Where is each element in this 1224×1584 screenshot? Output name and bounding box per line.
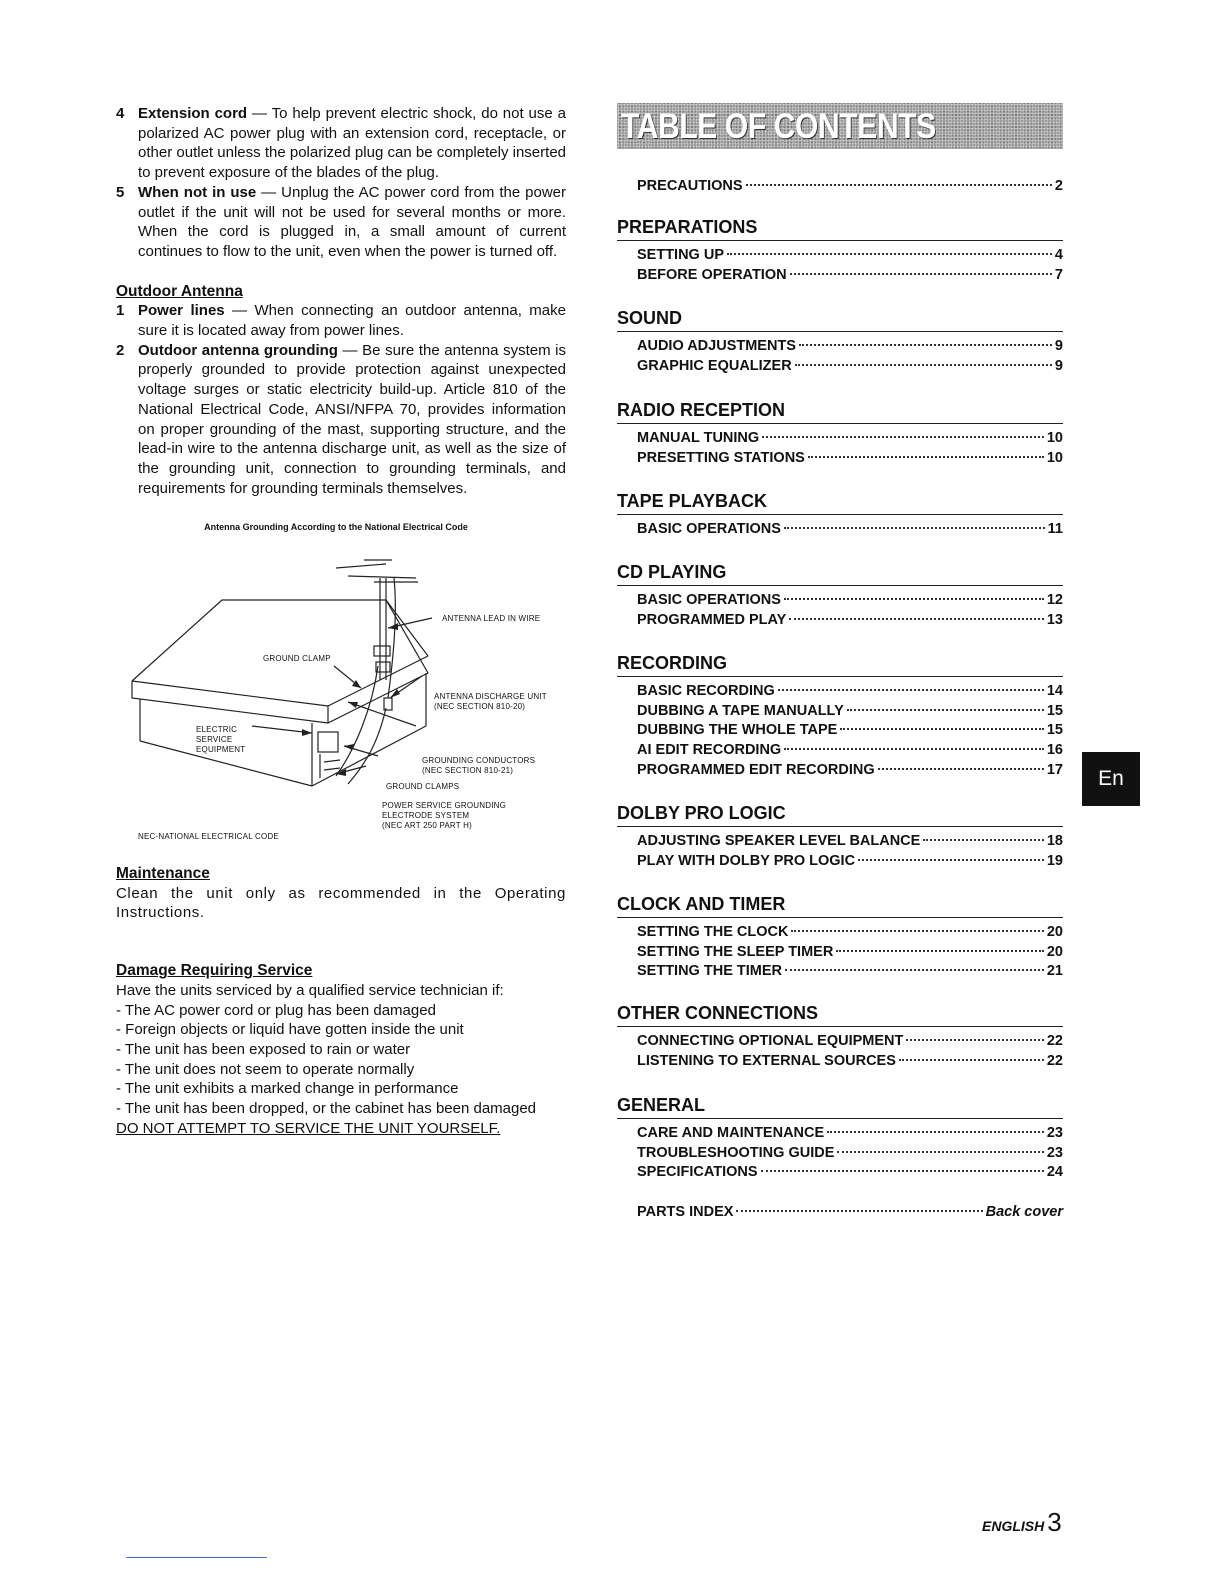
page-footer	[982, 1507, 1062, 1538]
toc-entry[interactable]: GRAPHIC EQUALIZER 9	[637, 357, 1063, 374]
section-title: CD PLAYING	[617, 561, 1063, 586]
label-ground-clamp: GROUND CLAMP	[263, 654, 331, 664]
item-title: Power lines	[138, 302, 225, 320]
toc-section-general	[617, 1094, 1063, 1184]
toc-entry[interactable]: CONNECTING OPTIONAL EQUIPMENT 22	[637, 1033, 1063, 1049]
toc-entry[interactable]: DUBBING A TAPE MANUALLY 15	[637, 702, 1063, 719]
toc-section-dolby	[617, 802, 1063, 872]
section-title: DOLBY PRO LOGIC	[617, 802, 1063, 827]
item-title: Outdoor antenna grounding	[138, 341, 338, 359]
footer-language: ENGLISH	[982, 1518, 1045, 1534]
toc-entry[interactable]: ADJUSTING SPEAKER LEVEL BALANCE 18	[637, 833, 1063, 849]
list-item: - The unit has been exposed to rain or water	[116, 1040, 411, 1058]
diagram-caption: Antenna Grounding According to the National Electrical Code	[204, 522, 468, 533]
toc-entry[interactable]: PLAY WITH DOLBY PRO LOGIC 19	[637, 852, 1063, 869]
label-grounding-conductors: GROUNDING CONDUCTORS	[422, 756, 536, 766]
section-title: SOUND	[617, 307, 1063, 332]
page-number: 3	[1047, 1507, 1062, 1537]
item-text: — To help prevent electric shock, do not use a polarized AC power plug with an extension cord, receptacle, or other outlet unless the polarized plug can be completely inserted to prevent exposure of the blades of the plug.	[138, 105, 566, 182]
label-discharge-section: (NEC SECTION 810-20)	[434, 702, 526, 712]
toc-entry[interactable]: AUDIO ADJUSTMENTS 9	[637, 338, 1063, 354]
damage-list	[116, 1001, 566, 1119]
toc-precautions	[617, 178, 1063, 198]
section-title: OTHER CONNECTIONS	[617, 1002, 1063, 1027]
label-nec: NEC-NATIONAL ELECTRICAL CODE	[138, 832, 279, 842]
list-item: - The AC power cord or plug has been damaged	[116, 1001, 436, 1019]
maintenance-heading: Maintenance	[116, 865, 210, 883]
label-ground-clamps: GROUND CLAMPS	[386, 782, 460, 792]
label-discharge-unit: ANTENNA DISCHARGE UNIT	[434, 692, 547, 702]
toc-entry[interactable]: TROUBLESHOOTING GUIDE 23	[637, 1144, 1063, 1161]
list-item: - Foreign objects or liquid have gotten inside the unit	[116, 1021, 464, 1039]
label-grounding-section: (NEC SECTION 810-21)	[422, 766, 514, 776]
list-item: 2 Outdoor antenna grounding — Be sure the antenna system is properly grounded to provide protection against unexpected voltage surges or static electricity build-up. Article 810 of the National Electrical Code, ANSI/NFPA 70, provides information on proper grounding of the mast, supporting structure, and the lead-in wire to the antenna discharge unit, as well as the size of the grounding unit, connection to grounding terminals, and requirements for grounding terminals themselves.	[116, 341, 566, 497]
toc-section-sound	[617, 307, 1063, 377]
label-power-service: POWER SERVICE GROUNDING	[382, 801, 507, 811]
toc-section-cd	[617, 561, 1063, 631]
section-title: CLOCK AND TIMER	[617, 893, 1063, 918]
section-title: TAPE PLAYBACK	[617, 490, 1063, 515]
toc-entry[interactable]: PROGRAMMED EDIT RECORDING 17	[637, 761, 1063, 778]
toc-title: TABLE OF CONTENTS	[621, 107, 936, 146]
toc-entry[interactable]: CARE AND MAINTENANCE 23	[637, 1125, 1063, 1141]
toc-section-radio	[617, 399, 1063, 469]
toc-parts-index	[617, 1204, 1063, 1224]
toc-entry[interactable]: PROGRAMMED PLAY 13	[637, 611, 1063, 628]
left-column	[116, 104, 566, 1139]
service-warning: DO NOT ATTEMPT TO SERVICE THE UNIT YOURSELF.	[116, 1119, 501, 1137]
list-item: 1 Power lines — When connecting an outdoor antenna, make sure it is located away from power lines.	[116, 302, 566, 340]
outdoor-list	[116, 301, 566, 498]
toc-entry[interactable]: BASIC RECORDING 14	[637, 683, 1063, 699]
toc-entry[interactable]: PRECAUTIONS 2	[637, 178, 1063, 194]
toc-entry[interactable]: SETTING THE CLOCK 20	[637, 924, 1063, 940]
toc-section-recording	[617, 652, 1063, 781]
item-text: — Be sure the antenna system is properly grounded to provide protection against unexpected voltage surges or static electricity build-up. Article 810 of the National Electrical Code, ANSI/NFPA 70, provides information on proper grounding of the mast, supporting structure, and the lead-in wire to the antenna discharge unit, as well as the size of the grounding unit, connection to grounding terminals, and requirements for grounding terminals themselves.	[138, 341, 566, 497]
maintenance-text: Clean the unit only as recommended in the Operating Instructions.	[116, 884, 566, 922]
label-service: SERVICE	[196, 735, 233, 745]
section-title: RECORDING	[617, 652, 1063, 677]
toc-entry[interactable]: SPECIFICATIONS 24	[637, 1164, 1063, 1181]
toc-entry[interactable]: BEFORE OPERATION 7	[637, 266, 1063, 283]
antenna-grounding-diagram	[116, 548, 566, 842]
section-title: RADIO RECEPTION	[617, 399, 1063, 424]
toc-section-connections	[617, 1002, 1063, 1072]
toc-entry[interactable]: LISTENING TO EXTERNAL SOURCES 22	[637, 1052, 1063, 1069]
label-lead-in: ANTENNA LEAD IN WIRE	[442, 614, 541, 624]
footer-rule	[126, 1557, 267, 1558]
toc-entry[interactable]: DUBBING THE WHOLE TAPE 15	[637, 722, 1063, 739]
toc-entry[interactable]: BASIC OPERATIONS 12	[637, 592, 1063, 608]
toc-entry[interactable]: PARTS INDEX Back cover	[637, 1204, 1063, 1220]
toc-section-clock	[617, 893, 1063, 983]
section-title: PREPARATIONS	[617, 216, 1063, 241]
damage-intro: Have the units serviced by a qualified service technician if:	[116, 981, 504, 999]
list-item: - The unit does not seem to operate normally	[116, 1060, 415, 1078]
list-item: 4 Extension cord — To help prevent electric shock, do not use a polarized AC power plug with an extension cord, receptacle, or other outlet unless the polarized plug can be completely inserted to prevent exposure of the blades of the plug.	[116, 105, 566, 182]
toc-entry[interactable]: SETTING THE TIMER 21	[637, 963, 1063, 980]
item-title: Extension cord	[138, 105, 248, 122]
toc-entry[interactable]: SETTING THE SLEEP TIMER 20	[637, 943, 1063, 960]
language-tab: En	[1082, 752, 1140, 806]
toc-entry[interactable]: AI EDIT RECORDING 16	[637, 742, 1063, 759]
toc-banner	[617, 103, 1063, 149]
toc-section-tape	[617, 490, 1063, 541]
outdoor-antenna-heading: Outdoor Antenna	[116, 282, 243, 300]
toc-section-preparations	[617, 216, 1063, 286]
item-text: — Unplug the AC power cord from the power outlet if the unit will not be used for several months or more. When the cord is plugged in, a small amount of current continues to flow to the unit, even when the power is turned off.	[138, 183, 566, 260]
damage-heading: Damage Requiring Service	[116, 962, 313, 980]
toc-entry[interactable]: PRESETTING STATIONS 10	[637, 449, 1063, 466]
item-text: — When connecting an outdoor antenna, make sure it is located away from power lines.	[138, 302, 566, 340]
safety-list	[116, 104, 566, 262]
item-title: When not in use	[138, 183, 257, 201]
list-item: - The unit has been dropped, or the cabinet has been damaged	[116, 1100, 537, 1118]
toc-entry[interactable]: SETTING UP 4	[637, 247, 1063, 263]
list-item: 5 When not in use — Unplug the AC power cord from the power outlet if the unit will not be used for several months or more. When the cord is plugged in, a small amount of current continues to flow to the unit, even when the power is turned off.	[116, 183, 566, 260]
label-electric: ELECTRIC	[196, 725, 238, 735]
label-nec-art: (NEC ART 250 PART H)	[382, 821, 472, 831]
section-title: GENERAL	[617, 1094, 1063, 1119]
toc-entry[interactable]: BASIC OPERATIONS 11	[637, 521, 1063, 537]
toc-entry[interactable]: MANUAL TUNING 10	[637, 430, 1063, 446]
label-electrode-system: ELECTRODE SYSTEM	[382, 811, 470, 821]
label-equipment: EQUIPMENT	[196, 745, 246, 755]
list-item: - The unit exhibits a marked change in performance	[116, 1080, 459, 1098]
